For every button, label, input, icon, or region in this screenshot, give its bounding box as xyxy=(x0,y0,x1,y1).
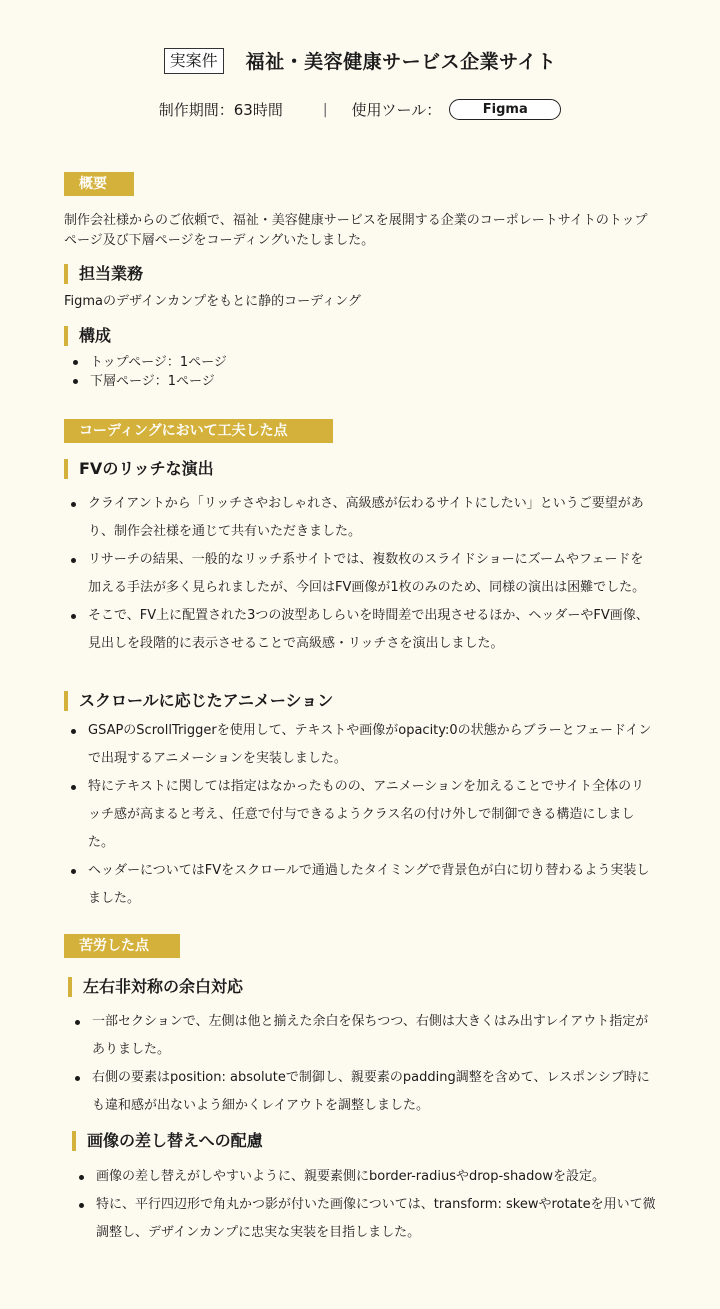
structure-list xyxy=(70,353,650,391)
list-item: 一部セクションで、左側は他と揃えた余白を保ちつつ、右側は大きくはみ出すレイアウト指定がありました。 xyxy=(72,1008,656,1064)
fv-list xyxy=(68,490,652,658)
margin-list xyxy=(72,1008,656,1120)
list-item: 特にテキストに関しては指定はなかったものの、アニメーションを加えることでサイト全体のリッチ感が高まると考え、任意で付与できるようクラス名の付け外しで制御できる構造にしました。 xyxy=(68,773,652,857)
list-item: GSAPのScrollTriggerを使用して、テキストや画像がopacity:0の状態からブラーとフェードインで出現するアニメーションを実装しました。 xyxy=(68,717,652,773)
role-heading: 担当業務 xyxy=(64,264,143,284)
image-list xyxy=(76,1163,656,1247)
scroll-heading: スクロールに応じたアニメーション xyxy=(64,691,333,711)
fv-heading: FVのリッチな演出 xyxy=(64,459,214,479)
image-heading: 画像の差し替えへの配慮 xyxy=(72,1131,263,1151)
list-item: 特に、平行四辺形で角丸かつ影が付いた画像については、transform: skewやrotateを用いて微調整し、デザインカンプに忠実な実装を目指しました。 xyxy=(76,1191,656,1247)
production-period: 制作期間：63時間 xyxy=(158,101,283,119)
list-item: クライアントから「リッチさやおしゃれさ、高級感が伝わるサイトにしたい」というご要望があり、制作会社様を通じて共有いただきました。 xyxy=(68,490,652,546)
list-item: 右側の要素はposition: absoluteで制御し、親要素のpadding調整を含めて、レスポンシブ時にも違和感が出ないよう細かくレイアウトを調整しました。 xyxy=(72,1064,656,1120)
list-item: ヘッダーについてはFVをスクロールで通過したタイミングで背景色が白に切り替わるよう実装しました。 xyxy=(68,857,652,913)
tool-label: 使用ツール： xyxy=(351,101,442,119)
structure-heading: 構成 xyxy=(64,326,111,346)
overview-text: 制作会社様からのご依頼で、福祉・美容健康サービスを展開する企業のコーポレートサイトのトップページ及び下層ページをコーディングいたしました。 xyxy=(64,213,648,248)
coding-band: コーディングにおいて工夫した点 xyxy=(64,419,333,443)
scroll-list xyxy=(68,717,652,913)
list-item: 下層ページ：1ページ xyxy=(70,372,650,391)
project-tag: 実案件 xyxy=(164,48,224,74)
page-title: 福祉・美容健康サービス企業サイト xyxy=(245,51,557,73)
role-text: Figmaのデザインカンプをもとに静的コーディング xyxy=(64,294,361,309)
list-item: リサーチの結果、一般的なリッチ系サイトでは、複数枚のスライドショーにズームやフェードを加える手法が多く見られましたが、今回はFV画像が1枚のみのため、同様の演出は困難でした。 xyxy=(68,546,652,602)
margin-heading: 左右非対称の余白対応 xyxy=(68,977,243,997)
list-item: トップページ：1ページ xyxy=(70,353,650,372)
hardship-band: 苦労した点 xyxy=(64,934,180,958)
title-row xyxy=(0,47,720,74)
overview-band: 概要 xyxy=(64,172,134,196)
list-item: そこで、FV上に配置された3つの波型あしらいを時間差で出現させるほか、ヘッダーやFV画像、見出しを段階的に表示させることで高級感・リッチさを演出しました。 xyxy=(68,602,652,658)
meta-row xyxy=(0,99,720,120)
meta-separator: | xyxy=(322,101,328,118)
tool-badge: Figma xyxy=(449,99,561,120)
list-item: 画像の差し替えがしやすいように、親要素側にborder-radiusやdrop-shadowを設定。 xyxy=(76,1163,656,1191)
